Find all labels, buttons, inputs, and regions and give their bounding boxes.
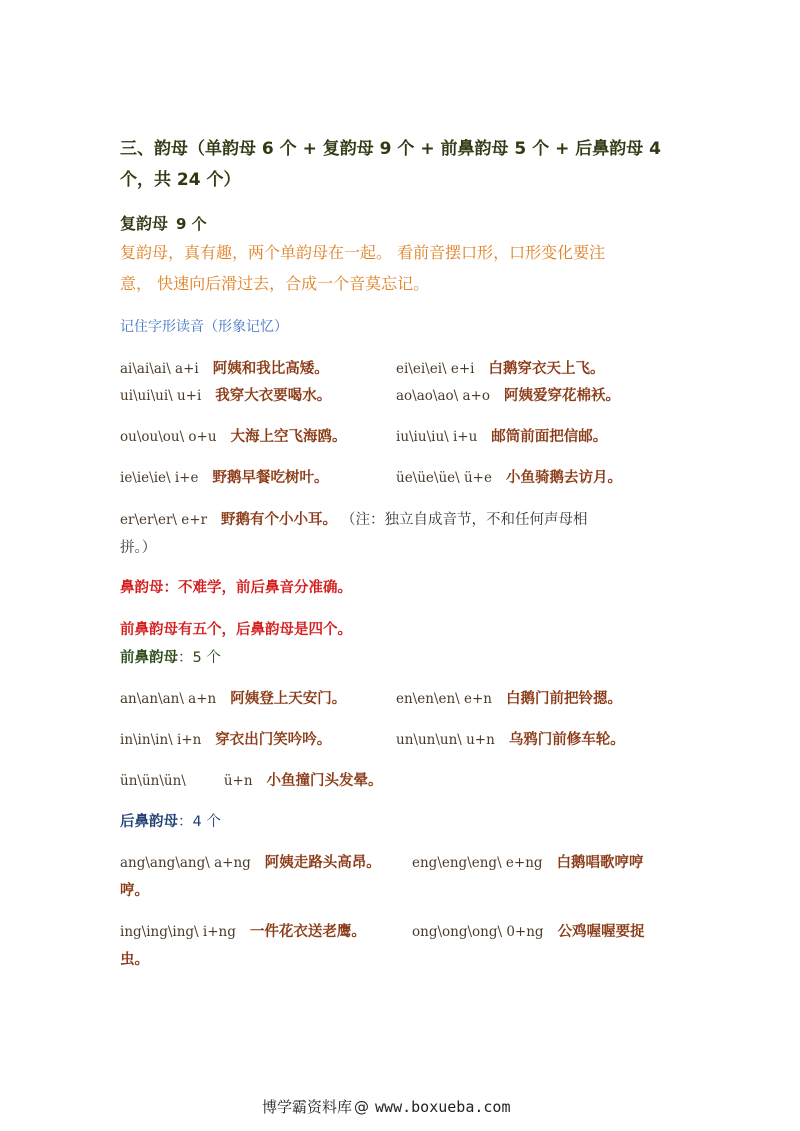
- fu-row-4-left: [120, 466, 328, 487]
- fu-yunmu-count: 9 个: [176, 215, 207, 233]
- section-title-line1: 三、韵母（单韵母 6 个 + 复韵母 9 个 + 前鼻韵母 5 个 + 后鼻韵母 4: [120, 139, 661, 159]
- mnemonic-text: 阿姨登上天安门。: [230, 691, 347, 707]
- pinyin-code: iu\iu\iu\ i+u: [396, 429, 478, 445]
- fu-yunmu-rhyme-line2: 意， 快速向后滑过去，合成一个音莫忘记。: [120, 274, 430, 293]
- footer-url-link[interactable]: www.boxueba.com: [375, 1098, 511, 1116]
- hou-row-1-left: [120, 851, 381, 872]
- qian-bi-heading-label: 前鼻韵母: [120, 650, 178, 666]
- pinyin-code: en\en\en\ e+n: [396, 691, 492, 707]
- er-note: （注：独立自成音节，不和任何声母相: [341, 512, 588, 528]
- qian-row-1-right: [396, 687, 622, 708]
- mnemonic-text: 阿姨爱穿花棉袄。: [503, 388, 620, 404]
- hou-row-2-right: [412, 920, 645, 941]
- hou-bi-heading: [120, 810, 221, 831]
- qian-row-2-right: [396, 728, 625, 749]
- qian-row-1-left: [120, 687, 346, 708]
- qian-bi-count: ：5 个: [178, 650, 221, 666]
- mnemonic-text: 乌鸦门前修车轮。: [508, 732, 625, 748]
- hou-row-1-right: [412, 851, 644, 872]
- pinyin-code: ui\ui\ui\ u+i: [120, 388, 202, 404]
- hou-bi-count: ：4 个: [178, 814, 221, 830]
- mnemonic-text: 白鹅门前把铃摁。: [505, 691, 622, 707]
- mnemonic-text: 白鹅唱歌哼哼: [556, 855, 644, 871]
- mnemonic-text: 大海上空飞海鸥。: [230, 429, 347, 445]
- fu-row-3-left: [120, 425, 347, 446]
- mnemonic-text: 一件花衣送老鹰。: [249, 924, 366, 940]
- pinyin-code: eng\eng\eng\ e+ng: [412, 855, 543, 871]
- pinyin-code: ing\ing\ing\ i+ng: [120, 924, 236, 940]
- pinyin-code: ong\ong\ong\ 0+ng: [412, 924, 544, 940]
- mnemonic-text: 小鱼撞门头发晕。: [266, 773, 383, 789]
- mnemonic-text: 我穿大衣要喝水。: [215, 388, 332, 404]
- fu-row-3-right: [396, 425, 607, 446]
- pinyin-code: in\in\in\ i+n: [120, 732, 202, 748]
- memory-tip: 记住字形读音（形象记忆）: [120, 319, 288, 335]
- footer: [262, 1096, 510, 1117]
- qian-row-2-left: [120, 728, 331, 749]
- fu-row-2-left: [120, 384, 331, 405]
- bi-yunmu-rule-1: 鼻韵母：不难学，前后鼻音分准确。: [120, 580, 352, 596]
- pinyin-code: ou\ou\ou\ o+u: [120, 429, 217, 445]
- pinyin-code: ang\ang\ang\ a+ng: [120, 855, 251, 871]
- hou-row-2-wrap: 虫。: [120, 952, 149, 968]
- mnemonic-text: 阿姨走路头高昂。: [264, 855, 381, 871]
- mnemonic-text: 白鹅穿衣天上飞。: [488, 361, 605, 377]
- pinyin-code: üe\üe\üe\ ü+e: [396, 470, 492, 486]
- fu-row-4-right: [396, 466, 622, 487]
- qian-bi-heading: [120, 646, 221, 667]
- pinyin-code: ao\ao\ao\ a+o: [396, 388, 490, 404]
- footer-at: @: [354, 1098, 370, 1116]
- pinyin-code: ie\ie\ie\ i+e: [120, 470, 199, 486]
- mnemonic-text: 邮筒前面把信邮。: [491, 429, 608, 445]
- fu-row-1-right: [396, 357, 604, 378]
- fu-row-1-left: [120, 357, 329, 378]
- mnemonic-text: 公鸡喔喔要捉: [557, 924, 645, 940]
- pinyin-code: ai\ai\ai\ a+i: [120, 361, 199, 377]
- pinyin-code: er\er\er\ e+r: [120, 512, 208, 528]
- fu-yunmu-heading: [120, 211, 207, 234]
- mnemonic-text: 穿衣出门笑吟吟。: [215, 732, 332, 748]
- pinyin-split: ü+n: [223, 773, 253, 789]
- mnemonic-text: 阿姨和我比高矮。: [212, 361, 329, 377]
- mnemonic-text: 野鹅有个小小耳。: [221, 512, 338, 528]
- mnemonic-text: 野鹅早餐吃树叶。: [212, 470, 329, 486]
- un-row: [120, 769, 383, 790]
- pinyin-code: un\un\un\ u+n: [396, 732, 495, 748]
- hou-row-2-left: [120, 920, 366, 941]
- pinyin-code: ün\ün\ün\: [120, 773, 186, 789]
- hou-bi-heading-label: 后鼻韵母: [120, 814, 178, 830]
- footer-brand: 博学霸资料库: [262, 1098, 353, 1116]
- section-title-line2: 个，共 24 个）: [120, 170, 241, 190]
- fu-row-2-right: [396, 384, 620, 405]
- er-row: [120, 508, 588, 529]
- fu-yunmu-heading-label: 复韵母: [120, 214, 169, 233]
- er-note-wrap: 拼。）: [120, 540, 157, 556]
- pinyin-code: ei\ei\ei\ e+i: [396, 361, 475, 377]
- fu-yunmu-rhyme-line1: 复韵母，真有趣，两个单韵母在一起。 看前音摆口形，口形变化要注: [120, 243, 606, 262]
- bi-yunmu-rule-2: 前鼻韵母有五个，后鼻韵母是四个。: [120, 622, 352, 638]
- pinyin-code: an\an\an\ a+n: [120, 691, 217, 707]
- mnemonic-text: 小鱼骑鹅去访月。: [505, 470, 622, 486]
- hou-row-1-wrap: 哼。: [120, 883, 149, 899]
